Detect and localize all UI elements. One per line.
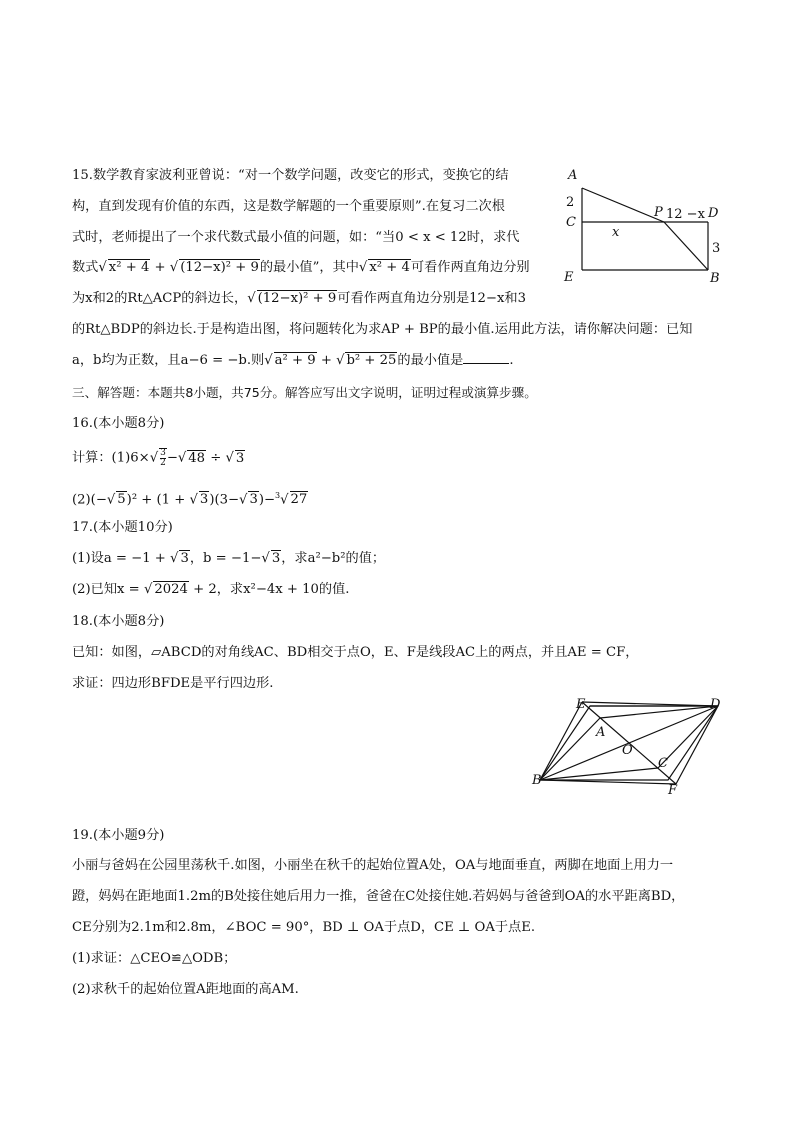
- section-3-heading: 三、解答题：本题共8小题，共75分。解答应写出文字说明，证明过程或演算步骤。: [72, 385, 537, 400]
- q19-line-1: 小丽与爸妈在公园里荡秋千.如图，小丽坐在秋千的起始位置A处，OA与地面垂直，两脚在地面上用力一: [72, 858, 674, 873]
- q16-line-2: (2)(−√ 5)² + (1 + √ 3)(3−√ 3)−$^3$√ 27: [72, 491, 308, 508]
- fig18-label-o: O: [622, 743, 633, 758]
- q17-line-2: (2)已知x = √ 2024 + 2，求x²−4x + 10的值.: [72, 582, 350, 597]
- fig18-label-b: B: [532, 773, 542, 788]
- fig15-label-d: D: [708, 206, 719, 221]
- q19-line-4: (1)求证：△CEO≌△ODB；: [72, 951, 237, 966]
- fig15-label-12-x: 12 −x: [666, 207, 705, 222]
- fig15-label-b: B: [710, 271, 720, 286]
- q16-line-1: 计算：(1)6×√ $\frac{3}{2}$ −√ 48 ÷ √ 3: [72, 448, 245, 468]
- figure-q18: [528, 694, 728, 796]
- q19-heading: 19.(本小题9分): [72, 828, 165, 843]
- q15-line-5: 为x和2的Rt△ACP的斜边长，√ (12−x)² + 9可看作两直角边分别是12−x和3: [72, 291, 526, 306]
- q19-line-2: 蹬，妈妈在距地面1.2m的B处接住她后用力一推，爸爸在C处接住她.若妈妈与爸爸到OA的水平距离BD，: [72, 889, 685, 904]
- q15-line-6: 的Rt△BDP的斜边长.于是构造出图，将问题转化为求AP + BP的最小值.运用此方法，请你解决问题：已知: [72, 322, 693, 337]
- fig15-label-x: x: [612, 225, 620, 240]
- fig15-label-p: P: [654, 205, 663, 220]
- q17-heading: 17.(本小题10分): [72, 520, 173, 535]
- fig18-label-a: A: [596, 725, 606, 740]
- q18-heading: 18.(本小题8分): [72, 614, 165, 629]
- fig15-label-3: 3: [712, 241, 721, 256]
- q18-line-2: 求证：四边形BFDE是平行四边形.: [72, 676, 274, 691]
- figure-q15: [560, 164, 730, 288]
- q16-heading: 16.(本小题8分): [72, 416, 165, 431]
- fig18-label-c: C: [658, 756, 668, 771]
- fig18-label-d: D: [710, 697, 721, 712]
- q15-line-4: 数式√ x² + 4 + √ (12−x)² + 9的最小值”，其中√ x² + 4可看作两直角边分别: [72, 260, 530, 275]
- q17-line-1: (1)设a = −1 + √ 3，b = −1−√ 3，求a²−b²的值；: [72, 551, 386, 566]
- q19-line-3: CE分别为2.1m和2.8m，∠BOC = 90°，BD ⊥ OA于点D，CE ⊥ OA于点E.: [72, 920, 536, 935]
- fig18-label-f: F: [668, 783, 678, 796]
- fig15-label-e: E: [564, 270, 574, 285]
- fig15-label-2: 2: [566, 195, 575, 210]
- fig15-label-c: C: [566, 215, 576, 230]
- q15-line-2: 构，直到发现有价值的东西，这是数学解题的一个重要原则”.在复习二次根: [72, 199, 505, 214]
- q15-line-7: a，b均为正数，且a−6 = −b.则√ a² + 9 + √ b² + 25的最小值是 .: [72, 353, 514, 368]
- answer-blank: [463, 351, 509, 364]
- fig15-label-a: A: [568, 168, 578, 183]
- q15-line-3: 式时，老师提出了一个求代数式最小值的问题，如：“当0 < x < 12时，求代: [72, 230, 520, 245]
- q18-line-1: 已知：如图，▱ABCD的对角线AC、BD相交于点O，E、F是线段AC上的两点，并且AE = CF，: [72, 645, 639, 660]
- fig18-label-e: E: [576, 697, 586, 712]
- q19-line-5: (2)求秋千的起始位置A距地面的高AM.: [72, 982, 299, 997]
- q15-line-1: 15.数学教育家波利亚曾说：“对一个数学问题，改变它的形式，变换它的结: [72, 168, 509, 183]
